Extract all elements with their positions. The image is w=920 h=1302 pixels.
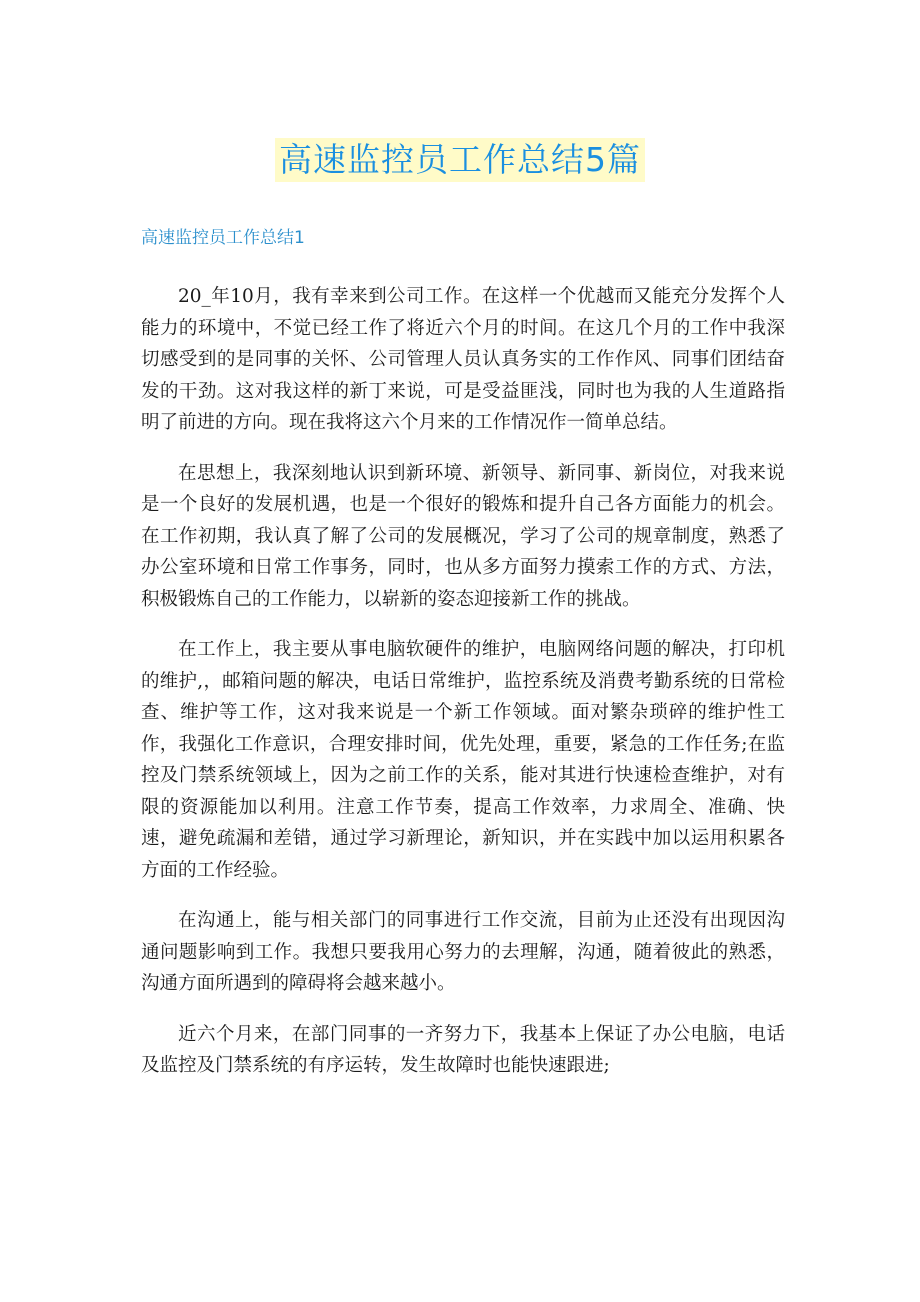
paragraph-intro: 20_年10月，我有幸来到公司工作。在这样一个优越而又能充分发挥个人能力的环境中，不觉已经工作了将近六个月的时间。在这几个月的工作中我深切感受到的是同事的关怀、公司管理人员认真务实的工作作风、同事们团结奋发的干劲。这对我这样的新丁来说，可是受益匪浅，同时也为我的人生道路指明了前进的方向。现在我将这六个月来的工作情况作一简单总结。	[141, 286, 785, 433]
title-container	[0, 138, 920, 182]
section-body	[141, 281, 785, 1101]
section-heading: 高速监控员工作总结1	[141, 228, 305, 248]
paragraph-communication: 在沟通上，能与相关部门的同事进行工作交流，目前为止还没有出现因沟通问题影响到工作。我想只要我用心努力的去理解，沟通，随着彼此的熟悉，沟通方面所遇到的障碍将会越来越小。	[141, 910, 785, 994]
paragraph-thinking: 在思想上，我深刻地认识到新环境、新领导、新同事、新岗位，对我来说是一个良好的发展机遇，也是一个很好的锻炼和提升自己各方面能力的机会。在工作初期，我认真了解了公司的发展概况，学习了公司的规章制度，熟悉了办公室环境和日常工作事务，同时，也从多方面努力摸索工作的方式、方法，积极锻炼自己的工作能力，以崭新的姿态迎接新工作的挑战。	[141, 462, 785, 610]
paragraph-work: 在工作上，我主要从事电脑软硬件的维护，电脑网络问题的解决，打印机的维护,，邮箱问题的解决，电话日常维护，监控系统及消费考勤系统的日常检查、维护等工作，这对我来说是一个新工作领域。面对繁杂琐碎的维护性工作，我强化工作意识，合理安排时间，优先处理，重要，紧急的工作任务;在监控及门禁系统领域上，因为之前工作的关系，能对其进行快速检查维护，对有限的资源能加以利用。注意工作节奏，提高工作效率，力求周全、准确、快速，避免疏漏和差错，通过学习新理论，新知识，并在实践中加以运用积累各方面的工作经验。	[141, 639, 785, 881]
paragraph-results: 近六个月来，在部门同事的一齐努力下，我基本上保证了办公电脑，电话及监控及门禁系统的有序运转，发生故障时也能快速跟进;	[141, 1023, 785, 1076]
document-title: 高速监控员工作总结5篇	[275, 138, 645, 182]
